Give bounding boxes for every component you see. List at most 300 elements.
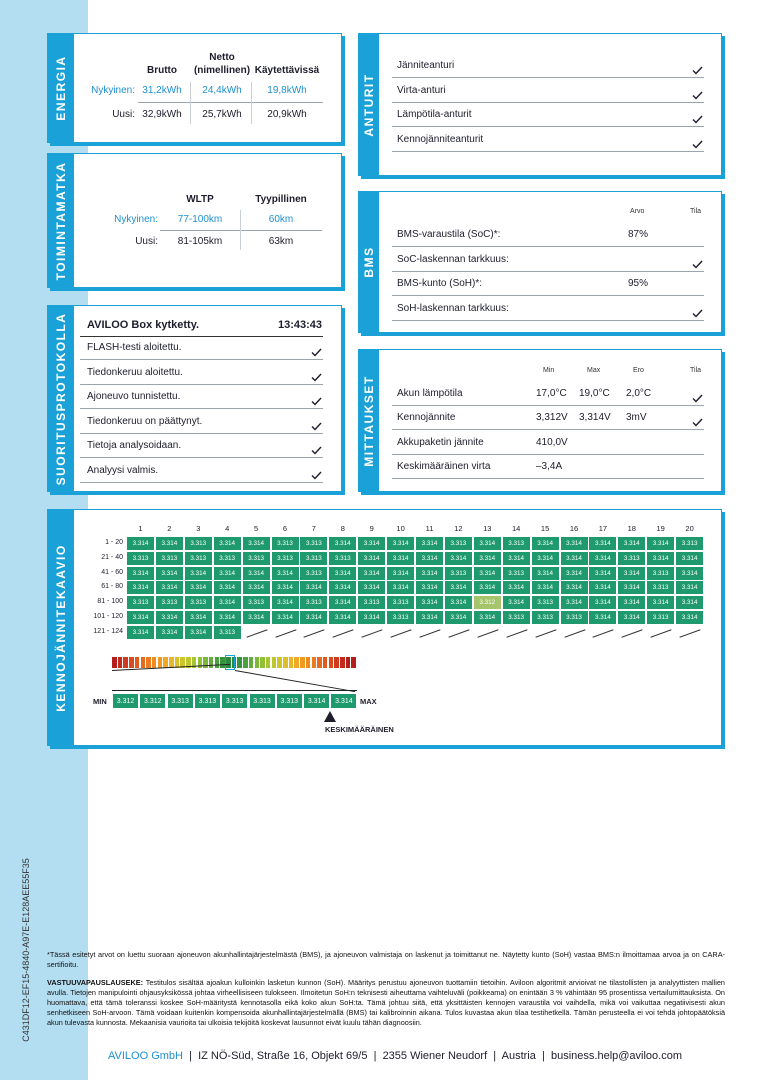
cell-voltage: 3.314 <box>127 567 154 580</box>
cell-voltage: 3.314 <box>532 567 559 580</box>
cell-col-number: 2 <box>167 524 172 533</box>
protocol-row-divider <box>80 482 323 483</box>
measure-col-header: Ero <box>633 367 644 374</box>
cell-voltage: 3.314 <box>474 581 501 594</box>
cell-voltage: 3.314 <box>272 567 299 580</box>
cell-voltage: 3.314 <box>358 552 385 565</box>
scale-cell-voltage: 3.313 <box>276 693 303 709</box>
cell-voltage: 3.314 <box>589 552 616 565</box>
gradient-segment <box>346 657 351 668</box>
suoritusprotokolla-tab <box>48 306 74 491</box>
cell-voltage: 3.314 <box>618 611 645 624</box>
gradient-segment <box>203 657 208 668</box>
cell-voltage: 3.314 <box>272 581 299 594</box>
gradient-segment <box>266 657 271 668</box>
toimintamatka-tab <box>48 154 74 287</box>
gradient-segment <box>146 657 151 668</box>
checkmark-icon <box>311 418 322 427</box>
cell-voltage: 3.314 <box>358 581 385 594</box>
bms-value: 87% <box>628 229 649 240</box>
cell-voltage: 3.314 <box>561 552 588 565</box>
cell-voltage: 3.313 <box>156 552 183 565</box>
gradient-segment <box>323 657 328 668</box>
contact-line <box>108 1050 682 1062</box>
cell-voltage: 3.314 <box>127 537 154 550</box>
gradient-segment <box>340 657 345 668</box>
cell-voltage: 3.313 <box>503 537 530 550</box>
protocol-row-divider <box>80 408 323 409</box>
cell-voltage: 3.314 <box>185 581 212 594</box>
cell-voltage: 3.314 <box>156 581 183 594</box>
cell-voltage: 3.313 <box>503 567 530 580</box>
cell-voltage: 3.313 <box>618 552 645 565</box>
cell-voltage: 3.314 <box>185 567 212 580</box>
cell-voltage: 3.314 <box>416 537 443 550</box>
energia-value: 31,2kWh <box>142 85 182 96</box>
gradient-segment <box>283 657 288 668</box>
gradient-segment <box>300 657 305 668</box>
anturit-tab <box>359 34 379 175</box>
cell-voltage: 3.314 <box>503 552 530 565</box>
gradient-segment <box>312 657 317 668</box>
cell-col-number: 20 <box>685 524 694 533</box>
cell-voltage: 3.314 <box>474 552 501 565</box>
measure-ero: 3mV <box>626 412 647 424</box>
checkmark-icon <box>311 393 322 402</box>
cell-voltage: 3.313 <box>243 552 270 565</box>
contact-city: 2355 Wiener Neudorf <box>382 1050 488 1062</box>
cell-voltage: 3.314 <box>676 596 703 609</box>
gradient-segment <box>112 657 117 668</box>
checkmark-icon <box>692 256 703 265</box>
cell-voltage: 3.313 <box>214 552 241 565</box>
bms-label: SoC-laskennan tarkkuus: <box>397 253 509 265</box>
checkmark-icon <box>692 136 703 145</box>
cell-voltage: 3.314 <box>618 581 645 594</box>
scale-cell-voltage: 3.314 <box>303 693 330 709</box>
measure-label: Akkupaketin jännite <box>397 436 484 448</box>
sensor-divider <box>392 126 704 127</box>
cell-voltage: 3.314 <box>214 596 241 609</box>
sensor-divider <box>392 77 704 78</box>
gradient-segment <box>334 657 339 668</box>
measure-label: Keskimääräinen virta <box>397 460 491 472</box>
contact-country: Austria <box>501 1050 536 1062</box>
cell-voltage: 3.314 <box>474 567 501 580</box>
cell-voltage: 3.313 <box>387 596 414 609</box>
gradient-segment <box>135 657 140 668</box>
cell-voltage: 3.314 <box>474 537 501 550</box>
cell-col-number: 4 <box>225 524 230 533</box>
cell-col-number: 8 <box>340 524 345 533</box>
cell-voltage: 3.314 <box>387 581 414 594</box>
anturit-card <box>358 33 722 176</box>
cell-voltage: 3.314 <box>416 552 443 565</box>
cell-col-number: 7 <box>311 524 316 533</box>
cell-row-label: 121 - 124 <box>93 627 123 635</box>
cell-voltage: 3.313 <box>127 552 154 565</box>
energia-title: ENERGIA <box>54 55 68 121</box>
scale-cell-voltage: 3.313 <box>221 693 248 709</box>
cell-voltage: 3.314 <box>532 581 559 594</box>
range-col-sep <box>240 210 241 250</box>
cell-voltage: 3.314 <box>272 596 299 609</box>
max-label: MAX <box>360 697 377 706</box>
gradient-segment <box>329 657 334 668</box>
measure-max: 19,0°C <box>579 388 610 399</box>
cell-voltage: 3.313 <box>532 596 559 609</box>
protocol-row-divider <box>80 433 323 434</box>
disclaimer-text: Testitulos sisältää ajoakun kulloinkin lasketun kunnon (SoH). Määritys perustuu ajoneuvon tuottamiin tietoihin. Aviloon algoritmit arvioivat ne tilastollisten ja analyyttisten mallien avulla. Tietojen manipulointi ohjausyksikössä johtaa virheellisiseen tulokseen. Ilmoitetun SoH:n teknisesti aiheuttama vaihteluväli (poikkeama) on enintään 3 % vähintään 95 prosentissa vertailumittauksista. On huomattava, että tämä toleranssi koskee SoH-määritystä kennotasolla eikä koko akun SoH:ta. Tämä johtuu siitä, että yksittäisten kennojen varaustila voi vaihdella, mikä voi vaikuttaa negatiivisesti akun senhetkiseen SoH-arvoon. Tämä voidaan kuitenkin kompensoida akunhallintajärjestelmällä (BMS) tai kalibroinnin aikana. Tulos kuvastaa akun tilaa testihetkellä. Tämän perusteella ei voi tehdä johtopäätöksiä akun tulevasta kunnosta. Mekaanisia vaurioita tai ulkoisia tekijöitä koskevat lausunnot eivät kuulu tähän diagnoosiin. <box>47 978 725 1027</box>
gradient-segment <box>289 657 294 668</box>
range-col-header: WLTP <box>186 194 214 205</box>
checkmark-icon <box>692 390 703 399</box>
cell-col-number: 12 <box>454 524 463 533</box>
protocol-step: Analyysi valmis. <box>87 465 159 476</box>
checkmark-icon <box>692 111 703 120</box>
cell-voltage: 3.314 <box>532 537 559 550</box>
cell-voltage: 3.313 <box>127 596 154 609</box>
cell-voltage: 3.314 <box>618 596 645 609</box>
cell-voltage: 3.314 <box>676 567 703 580</box>
cell-voltage: 3.314 <box>127 581 154 594</box>
kennojannite-tab <box>48 510 74 745</box>
gradient-segment <box>237 657 242 668</box>
cell-voltage: 3.314 <box>300 611 327 624</box>
measure-col-header: Tila <box>690 367 702 374</box>
energia-divider <box>138 102 323 103</box>
cell-col-number: 3 <box>196 524 201 533</box>
cell-voltage: 3.314 <box>503 596 530 609</box>
cell-voltage: 3.314 <box>589 567 616 580</box>
cell-voltage: 3.313 <box>358 596 385 609</box>
cell-voltage: 3.314 <box>214 611 241 624</box>
cell-voltage: 3.314 <box>300 581 327 594</box>
cell-voltage: 3.314 <box>416 596 443 609</box>
cell-voltage: 3.314 <box>156 626 183 639</box>
cell-voltage: 3.314 <box>358 567 385 580</box>
gradient-segment <box>243 657 248 668</box>
cell-col-number: 16 <box>569 524 579 533</box>
cell-voltage: 3.314 <box>243 567 270 580</box>
cell-voltage: 3.314 <box>416 611 443 624</box>
cell-col-number: 11 <box>425 524 434 533</box>
energia-row-label: Nykyinen: <box>91 85 135 96</box>
cell-voltage: 3.314 <box>214 537 241 550</box>
gradient-segment <box>215 657 220 668</box>
protocol-header: AVILOO Box kytketty. <box>87 319 200 331</box>
cell-voltage: 3.313 <box>445 567 472 580</box>
contact-email[interactable]: business.help@aviloo.com <box>550 1050 682 1062</box>
energia-value: 24,4kWh <box>202 85 242 96</box>
bms-divider <box>392 320 704 321</box>
bms-col-arvo: Arvo <box>630 208 645 215</box>
cell-voltage: 3.313 <box>647 581 674 594</box>
bms-divider <box>392 246 704 247</box>
measure-label: Akun lämpötila <box>397 388 463 399</box>
cell-voltage: 3.314 <box>647 537 674 550</box>
range-value: 77-100km <box>177 214 223 225</box>
mittaukset-title: MITTAUKSET <box>362 374 376 467</box>
cell-voltage: 3.314 <box>676 611 703 624</box>
separator: | <box>370 1050 380 1062</box>
cell-voltage: 3.314 <box>127 626 154 639</box>
cell-voltage: 3.314 <box>589 537 616 550</box>
anturit-title: ANTURIT <box>362 72 376 137</box>
cell-voltage: 3.313 <box>647 567 674 580</box>
gradient-segment <box>123 657 128 668</box>
cell-voltage: 3.314 <box>561 581 588 594</box>
range-value: 63km <box>268 236 294 247</box>
cell-row-label: 81 - 100 <box>97 598 123 606</box>
cell-col-number: 5 <box>254 524 259 533</box>
checkmark-icon <box>311 442 322 451</box>
average-marker-icon <box>324 711 336 722</box>
sensor-item: Virta-anturi <box>397 84 446 96</box>
cell-voltage: 3.312 <box>474 596 501 609</box>
cell-voltage: 3.313 <box>272 537 299 550</box>
separator: | <box>186 1050 196 1062</box>
mittaukset-tab <box>359 350 379 491</box>
energia-col-header: Käytettävissä <box>254 65 320 76</box>
checkmark-icon <box>692 87 703 96</box>
cell-voltage: 3.313 <box>243 596 270 609</box>
checkmark-icon <box>311 369 322 378</box>
cell-voltage: 3.314 <box>387 552 414 565</box>
gradient-segment <box>209 657 214 668</box>
energia-col-sep <box>251 82 252 124</box>
cell-voltage: 3.314 <box>127 611 154 624</box>
scale-cell-voltage: 3.313 <box>167 693 194 709</box>
disclaimer <box>47 978 725 1028</box>
checkmark-icon <box>692 305 703 314</box>
bms-title: BMS <box>362 246 376 278</box>
cell-voltage: 3.313 <box>561 611 588 624</box>
cell-col-number: 9 <box>369 524 374 533</box>
cell-col-number: 1 <box>138 524 143 533</box>
contact-address: IZ NÖ-Süd, Straße 16, Objekt 69/5 <box>198 1050 368 1062</box>
protocol-step: Tiedonkeruu aloitettu. <box>87 366 183 378</box>
cell-voltage: 3.314 <box>358 611 385 624</box>
cell-col-number: 19 <box>656 524 665 533</box>
protocol-divider <box>80 336 323 337</box>
scale-cell-voltage: 3.314 <box>330 693 357 709</box>
disclaimer-label: VASTUUVAPAUSLAUSEKE: <box>47 978 144 987</box>
scale-cell-voltage: 3.312 <box>139 693 166 709</box>
cell-voltage: 3.314 <box>329 611 356 624</box>
measure-min: 410,0V <box>536 436 568 448</box>
suoritusprotokolla-title: SUORITUSPROTOKOLLA <box>54 312 68 485</box>
gradient-segment <box>317 657 322 668</box>
bms-tab <box>359 192 379 332</box>
gradient-segment <box>158 657 163 668</box>
cell-voltage: 3.313 <box>185 552 212 565</box>
cell-voltage: 3.314 <box>589 596 616 609</box>
energia-value: 20,9kWh <box>267 109 307 120</box>
gradient-segment <box>277 657 282 668</box>
cell-voltage: 3.313 <box>387 611 414 624</box>
cell-voltage: 3.313 <box>300 596 327 609</box>
cell-voltage: 3.314 <box>214 581 241 594</box>
contact-company: AVILOO GmbH <box>108 1050 183 1062</box>
energia-tab <box>48 34 74 142</box>
range-divider <box>160 230 322 231</box>
gradient-segment <box>306 657 311 668</box>
cell-voltage: 3.313 <box>300 567 327 580</box>
cell-voltage: 3.314 <box>589 611 616 624</box>
cell-voltage: 3.314 <box>647 552 674 565</box>
bms-label: SoH-laskennan tarkkuus: <box>397 302 509 314</box>
protocol-row-divider <box>80 384 323 385</box>
vertical-report-id: C431DF12-EF15-4840-A97E-E128AEE55F35 <box>21 858 31 1042</box>
scale-cell-voltage: 3.313 <box>194 693 221 709</box>
cell-row-label: 61 - 80 <box>101 583 123 591</box>
cell-voltage: 3.314 <box>243 581 270 594</box>
cell-voltage: 3.314 <box>532 552 559 565</box>
cell-voltage: 3.314 <box>329 581 356 594</box>
measure-divider <box>392 478 704 479</box>
cell-voltage: 3.314 <box>185 626 212 639</box>
cell-voltage: 3.313 <box>647 611 674 624</box>
cell-voltage: 3.314 <box>445 611 472 624</box>
footnote: *Tässä esitetyt arvot on luettu suoraan ajoneuvon akunhallintajärjestelmästä (BMS), ja ajoneuvon valmistaja on laskenut ja toimittanut ne. Näytetty kunto (SoH) vastaa BMS:n ilmoittamaa arvoa ja on CARA-sertifioitu. <box>47 950 725 969</box>
cell-voltage: 3.313 <box>185 537 212 550</box>
cell-voltage: 3.314 <box>185 611 212 624</box>
measure-min: –3,4A <box>536 460 563 472</box>
range-row-label: Nykyinen: <box>114 214 158 225</box>
cell-voltage: 3.313 <box>503 611 530 624</box>
cell-voltage: 3.314 <box>243 611 270 624</box>
toimintamatka-title: TOIMINTAMATKA <box>54 161 68 280</box>
kennojannite-title: KENNOJÄNNITEKAAVIO <box>54 543 68 712</box>
measure-min: 3,312V <box>536 412 568 424</box>
cell-voltage: 3.314 <box>445 581 472 594</box>
cell-voltage: 3.314 <box>618 537 645 550</box>
bracket-base <box>112 690 357 691</box>
cell-voltage: 3.313 <box>532 611 559 624</box>
protocol-step: FLASH-testi aloitettu. <box>87 342 182 353</box>
cell-voltage: 3.314 <box>445 552 472 565</box>
gradient-segment <box>260 657 265 668</box>
cell-voltage: 3.314 <box>561 537 588 550</box>
gradient-selector <box>225 655 235 670</box>
cell-voltage: 3.314 <box>329 596 356 609</box>
bms-label: BMS-kunto (SoH)*: <box>397 278 483 290</box>
cell-col-number: 14 <box>512 524 521 533</box>
measure-label: Kennojännite <box>397 412 456 424</box>
gradient-segment <box>249 657 254 668</box>
min-label: MIN <box>93 697 107 706</box>
cell-voltage: 3.314 <box>676 581 703 594</box>
cell-voltage: 3.314 <box>387 537 414 550</box>
cell-voltage: 3.314 <box>589 581 616 594</box>
measure-divider <box>392 454 704 455</box>
sensor-divider <box>392 102 704 103</box>
gradient-segment <box>118 657 123 668</box>
cell-voltage: 3.314 <box>561 567 588 580</box>
cell-voltage: 3.314 <box>416 567 443 580</box>
cell-voltage: 3.314 <box>329 537 356 550</box>
bms-divider <box>392 271 704 272</box>
cell-voltage: 3.314 <box>156 567 183 580</box>
protocol-row-divider <box>80 457 323 458</box>
energia-value: 25,7kWh <box>202 109 242 120</box>
sensor-divider <box>392 151 704 152</box>
measure-divider <box>392 405 704 406</box>
measure-min: 17,0°C <box>536 388 567 399</box>
cell-col-number: 15 <box>540 524 550 533</box>
measure-col-header: Min <box>543 367 555 374</box>
cell-voltage: 3.313 <box>300 537 327 550</box>
gradient-segment <box>255 657 260 668</box>
cell-voltage: 3.313 <box>214 626 241 639</box>
cell-voltage: 3.314 <box>474 611 501 624</box>
scale-cell-voltage: 3.313 <box>249 693 276 709</box>
cell-voltage: 3.314 <box>561 596 588 609</box>
energia-value: 19,8kWh <box>267 85 307 96</box>
gradient-segment <box>294 657 299 668</box>
energia-col-header: Brutto <box>147 65 177 76</box>
cell-voltage: 3.314 <box>243 537 270 550</box>
energia-row-label: Uusi: <box>112 109 135 120</box>
bms-divider <box>392 295 704 296</box>
bms-label: BMS-varaustila (SoC)*: <box>397 229 501 240</box>
range-value: 60km <box>268 214 294 225</box>
cell-voltage: 3.313 <box>185 596 212 609</box>
bms-col-tila: Tila <box>690 208 702 215</box>
protocol-step: Tiedonkeruu on päättynyt. <box>87 415 203 427</box>
cell-voltage: 3.313 <box>300 552 327 565</box>
cell-row-label: 1 - 20 <box>105 539 123 546</box>
gradient-segment <box>272 657 277 668</box>
cell-voltage: 3.313 <box>676 537 703 550</box>
protocol-step: Ajoneuvo tunnistettu. <box>87 391 181 403</box>
energia-col-header: Netto (nimellinen) <box>193 52 251 76</box>
checkmark-icon <box>692 62 703 71</box>
measure-ero: 2,0°C <box>626 388 652 399</box>
checkmark-icon <box>311 467 322 476</box>
measure-max: 3,314V <box>579 412 611 424</box>
cell-voltage: 3.313 <box>156 596 183 609</box>
measure-divider <box>392 429 704 430</box>
sensor-item: Jänniteanturi <box>397 60 455 71</box>
cell-col-number: 10 <box>396 524 405 533</box>
gradient-segment <box>129 657 134 668</box>
cell-voltage: 3.314 <box>358 537 385 550</box>
bms-value: 95% <box>628 278 649 290</box>
cell-voltage: 3.314 <box>272 611 299 624</box>
range-value: 81-105km <box>177 236 223 247</box>
protocol-row-divider <box>80 359 323 360</box>
cell-voltage: 3.314 <box>647 596 674 609</box>
cell-voltage: 3.314 <box>214 567 241 580</box>
cell-voltage: 3.314 <box>329 567 356 580</box>
checkmark-icon <box>692 414 703 423</box>
cell-col-number: 13 <box>483 524 492 533</box>
cell-voltage: 3.314 <box>416 581 443 594</box>
scale-cell-voltage: 3.312 <box>112 693 139 709</box>
sensor-item: Kennojänniteanturit <box>397 133 484 145</box>
gradient-segment <box>351 657 356 668</box>
cell-col-number: 17 <box>598 524 608 533</box>
energia-col-sep <box>190 82 191 124</box>
cell-voltage: 3.314 <box>387 567 414 580</box>
gradient-segment <box>141 657 146 668</box>
cell-voltage: 3.314 <box>618 567 645 580</box>
measure-col-header: Max <box>587 367 601 374</box>
cell-col-number: 18 <box>627 524 636 533</box>
checkmark-icon <box>311 344 322 353</box>
